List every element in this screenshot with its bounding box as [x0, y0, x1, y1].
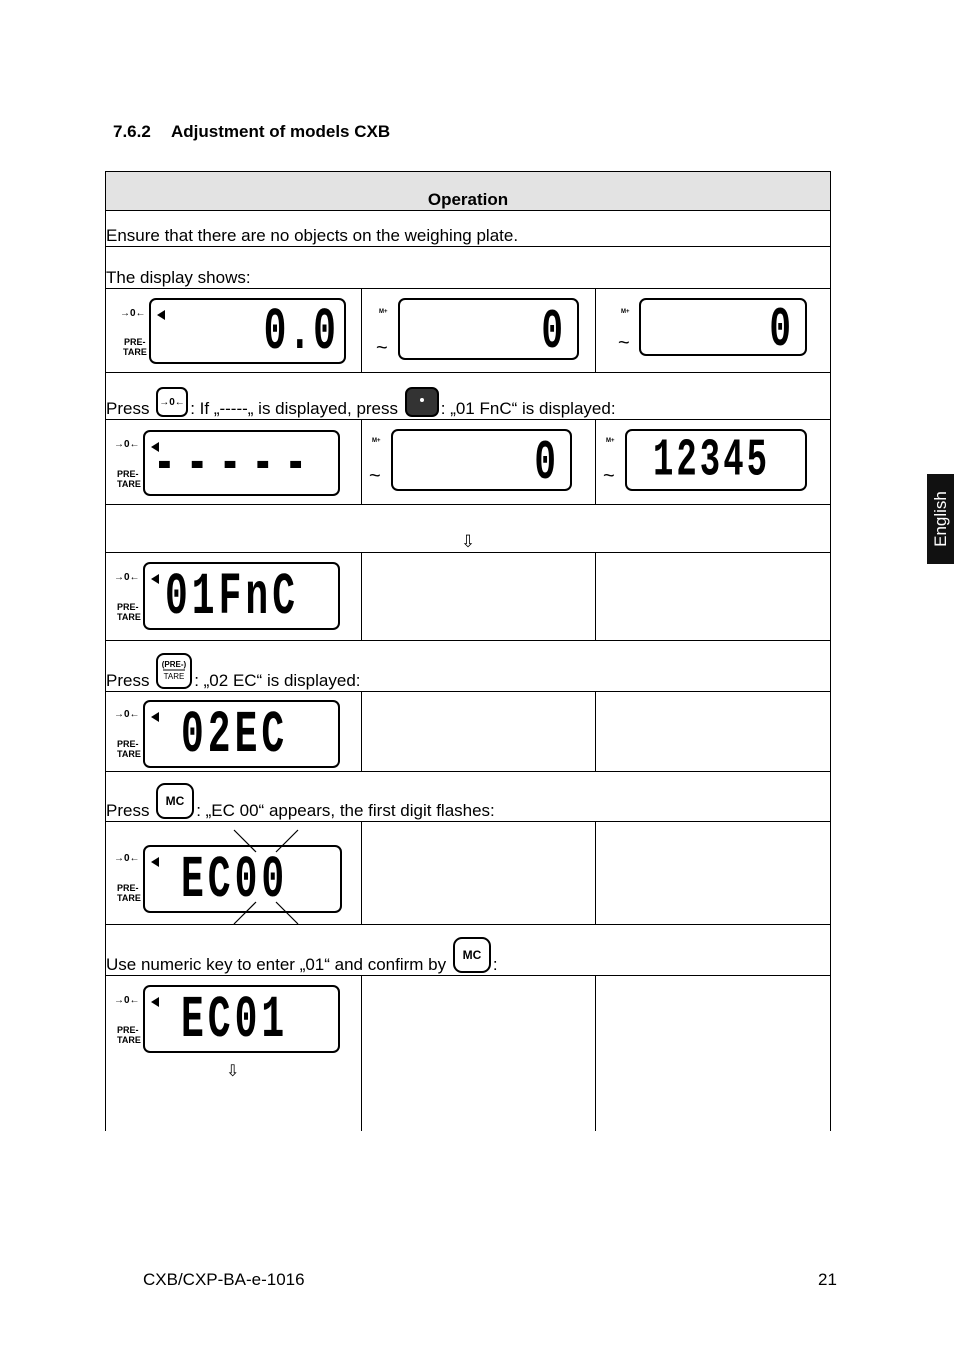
display-02ec — [106, 692, 362, 772]
lcd-screen — [639, 298, 807, 363]
ensure-text: Ensure that there are no objects on the weighing plate. — [106, 211, 831, 247]
mplus-label: M+ — [606, 438, 615, 444]
zero-indicator-label: →0← — [114, 853, 140, 864]
lcd-screen — [143, 700, 340, 768]
lcd-readout: EC01 — [181, 988, 289, 1055]
display-zero-tare-0-0 — [106, 289, 362, 373]
tare-arrow-icon — [157, 310, 165, 320]
stability-tilde: ~ — [603, 465, 615, 487]
pre-label: PRE- — [124, 337, 146, 347]
stability-tilde: ~ — [369, 465, 381, 487]
step-3-text — [106, 772, 831, 822]
footer-doc-id: CXB/CXP-BA-e-1016 — [143, 1270, 305, 1289]
pretare-key-icon — [156, 653, 192, 689]
display-mplus-0-row2 — [362, 420, 596, 505]
lcd-screen — [143, 562, 340, 630]
lcd-readout: EC00 — [181, 848, 289, 915]
table-header: Operation — [106, 172, 831, 211]
display-ec01 — [106, 976, 362, 1131]
pre-label: PRE- — [117, 469, 139, 479]
tare-label: TARE — [117, 893, 141, 903]
pre-label: PRE- — [117, 602, 139, 612]
mplus-label: M+ — [379, 309, 388, 315]
step-3-pre: Press — [106, 801, 150, 820]
step-4-pre: Use numeric key to enter „01“ and confirm by — [106, 955, 447, 974]
lcd-readout: 01FnC — [165, 565, 300, 632]
mc-key-icon — [453, 937, 491, 973]
lcd-readout: 0 — [541, 300, 571, 365]
tare-label: TARE — [117, 612, 141, 622]
tare-arrow-icon — [151, 857, 159, 867]
lcd-screen — [398, 298, 579, 365]
section-number: 7.6.2 — [113, 122, 151, 141]
lcd-screen — [143, 845, 342, 913]
display-mplus-0-b — [596, 289, 831, 373]
empty-cell — [596, 692, 831, 772]
step-2-pre: Press — [106, 671, 150, 690]
step-1-mid: : If „-----„ is displayed, press — [190, 399, 399, 418]
zero-indicator-label: →0← — [114, 709, 140, 720]
dot-key-icon — [405, 387, 439, 417]
step-1-post: : „01 FnC“ is displayed: — [440, 399, 616, 418]
svg-text:(PRE-): (PRE-) — [161, 660, 187, 669]
lcd-readout: 0.0 — [263, 300, 338, 367]
tare-label: TARE — [117, 749, 141, 759]
svg-text:MC: MC — [165, 794, 185, 808]
step-1-pre: Press — [106, 399, 150, 418]
empty-cell — [362, 553, 596, 641]
language-tab — [927, 474, 954, 564]
mplus-label: M+ — [372, 438, 381, 444]
pre-label: PRE- — [117, 883, 139, 893]
display-mplus-0 — [362, 289, 596, 373]
lcd-screen — [149, 298, 346, 367]
stability-tilde: ~ — [618, 332, 630, 354]
lcd-screen — [391, 429, 572, 496]
down-arrow: ⇩ — [226, 1063, 240, 1080]
zero-indicator-label: →0← — [120, 308, 146, 319]
zero-indicator-label: →0← — [114, 572, 140, 583]
display-ec00 — [106, 822, 362, 925]
lcd-screen — [143, 430, 340, 499]
tare-arrow-icon — [151, 712, 159, 722]
step-4-text — [106, 925, 831, 976]
zero-key-icon — [156, 387, 188, 417]
empty-cell — [362, 822, 596, 925]
stability-tilde: ~ — [376, 337, 388, 359]
tare-label: TARE — [123, 347, 147, 357]
pre-label: PRE- — [117, 739, 139, 749]
mc-key-icon — [156, 783, 194, 819]
step-2-text — [106, 641, 831, 692]
footer-page-number: 21 — [818, 1270, 837, 1289]
tare-arrow-icon — [151, 997, 159, 1007]
lcd-readout: 0 — [769, 298, 799, 363]
zero-indicator-label: →0← — [114, 439, 140, 450]
display-01fnc — [106, 553, 362, 641]
lcd-screen — [143, 985, 340, 1053]
section-title: Adjustment of models CXB — [171, 122, 391, 141]
lcd-readout: 12345 — [653, 432, 771, 492]
operation-table — [105, 171, 831, 1131]
section-heading — [113, 122, 390, 142]
step-2-post: : „02 EC“ is displayed: — [194, 671, 361, 690]
svg-text:MC: MC — [462, 948, 482, 962]
mplus-label: M+ — [621, 309, 630, 315]
step-4-post: : — [492, 955, 498, 974]
svg-text:TARE: TARE — [163, 672, 185, 681]
empty-cell — [362, 692, 596, 772]
display-mplus-12345 — [596, 420, 831, 505]
lcd-readout: 02EC — [181, 703, 289, 770]
tare-label: TARE — [117, 1035, 141, 1045]
empty-cell — [596, 553, 831, 641]
tare-arrow-icon — [151, 574, 159, 584]
display-shows-text: The display shows: — [106, 247, 831, 289]
display-dashes — [106, 420, 362, 505]
step-3-post: : „EC 00“ appears, the first digit flashes: — [196, 801, 495, 820]
step-1-text — [106, 373, 831, 420]
empty-cell — [596, 976, 831, 1131]
empty-cell — [596, 822, 831, 925]
lcd-readout: 0 — [534, 431, 564, 496]
language-tab-label: English — [930, 491, 950, 547]
tare-label: TARE — [117, 479, 141, 489]
down-arrow: ⇩ — [106, 505, 831, 553]
svg-text:→0←: →0← — [159, 397, 185, 408]
empty-cell — [362, 976, 596, 1131]
pre-label: PRE- — [117, 1025, 139, 1035]
zero-indicator-label: →0← — [114, 995, 140, 1006]
lcd-screen — [625, 429, 807, 491]
lcd-readout: ----- — [153, 432, 318, 499]
